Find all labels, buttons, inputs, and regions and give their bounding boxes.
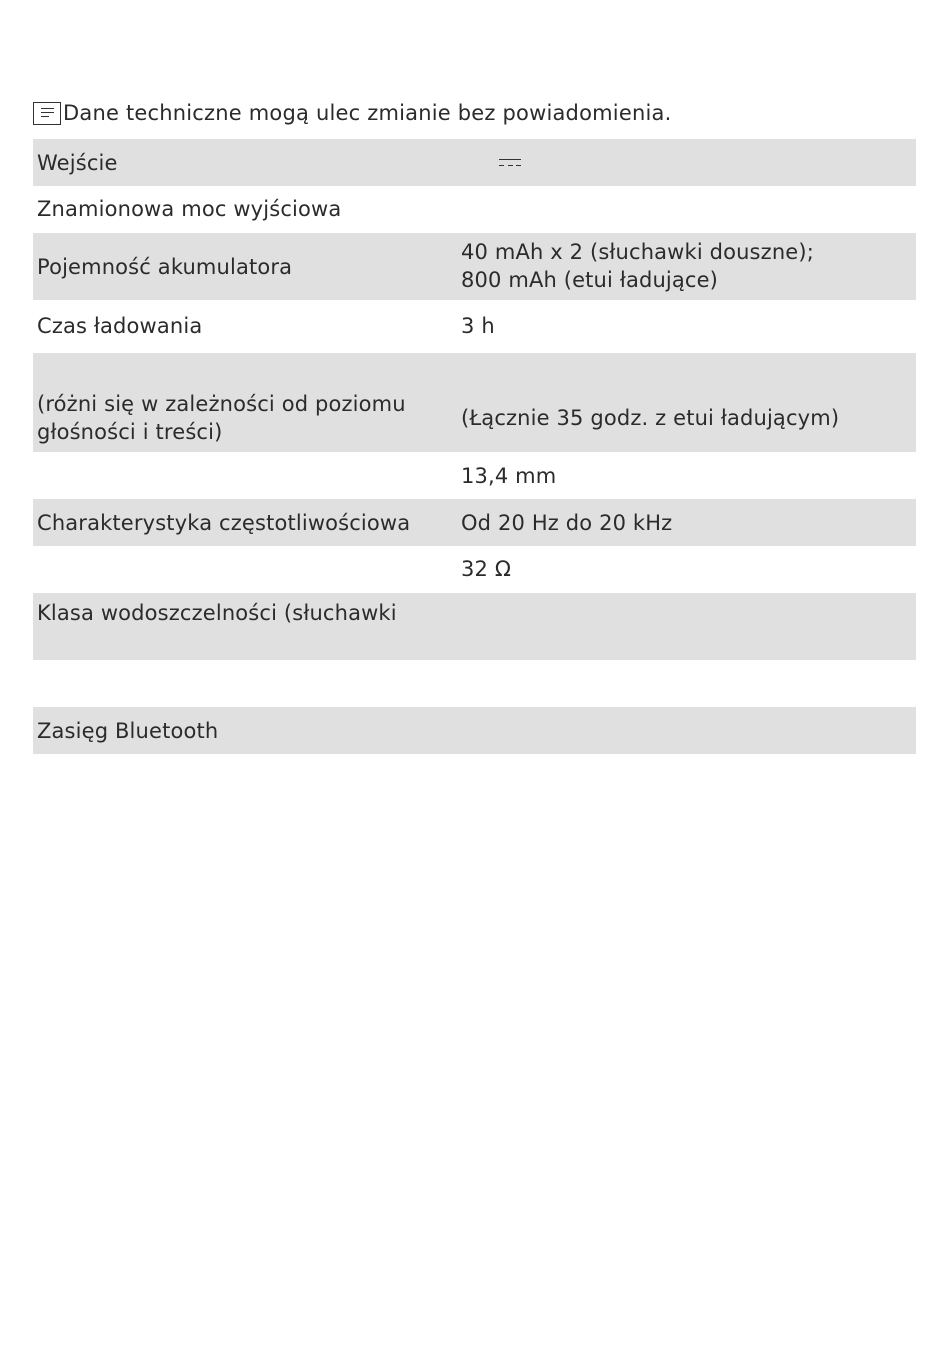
spec-value: 32 Ω bbox=[461, 557, 512, 581]
spec-row-water-resistance bbox=[33, 593, 916, 660]
spec-value: 13,4 mm bbox=[461, 464, 557, 488]
spec-label: Znamionowa moc wyjściowa bbox=[37, 197, 342, 221]
spec-row-input bbox=[33, 139, 916, 186]
spec-row-battery bbox=[33, 233, 916, 300]
spec-row-bluetooth-range bbox=[33, 707, 916, 754]
spec-row-driver-size bbox=[33, 452, 916, 499]
dc-symbol-icon bbox=[499, 159, 521, 167]
spec-value: 3 h bbox=[461, 314, 495, 338]
spec-label: Charakterystyka częstotliwościowa bbox=[37, 511, 411, 535]
spec-label: Klasa wodoszczelności (słuchawki bbox=[37, 601, 397, 625]
spec-row-playtime bbox=[33, 353, 916, 452]
spec-row-impedance bbox=[33, 546, 916, 593]
spec-label-line: głośności i treści) bbox=[37, 420, 223, 444]
spec-value: Od 20 Hz do 20 kHz bbox=[461, 511, 673, 535]
spec-value-line: 800 mAh (etui ładujące) bbox=[461, 268, 719, 292]
spec-row-frequency-response bbox=[33, 499, 916, 546]
spec-value-line: 40 mAh x 2 (słuchawki douszne); bbox=[461, 240, 814, 264]
disclaimer-note bbox=[33, 98, 671, 128]
spec-row-charging-time bbox=[33, 300, 916, 353]
spec-label-line: (różni się w zależności od poziomu bbox=[37, 392, 406, 416]
spec-label: Czas ładowania bbox=[37, 314, 203, 338]
spec-row-empty bbox=[33, 660, 916, 707]
disclaimer-text: Dane techniczne mogą ulec zmianie bez powiadomienia. bbox=[63, 101, 672, 125]
spec-label: Pojemność akumulatora bbox=[37, 255, 293, 279]
note-icon bbox=[33, 102, 61, 125]
spec-row-rated-output bbox=[33, 186, 916, 233]
spec-value: (Łącznie 35 godz. z etui ładującym) bbox=[461, 406, 840, 430]
spec-label: Zasięg Bluetooth bbox=[37, 719, 219, 743]
spec-table bbox=[33, 139, 916, 754]
spec-label: Wejście bbox=[37, 151, 118, 175]
